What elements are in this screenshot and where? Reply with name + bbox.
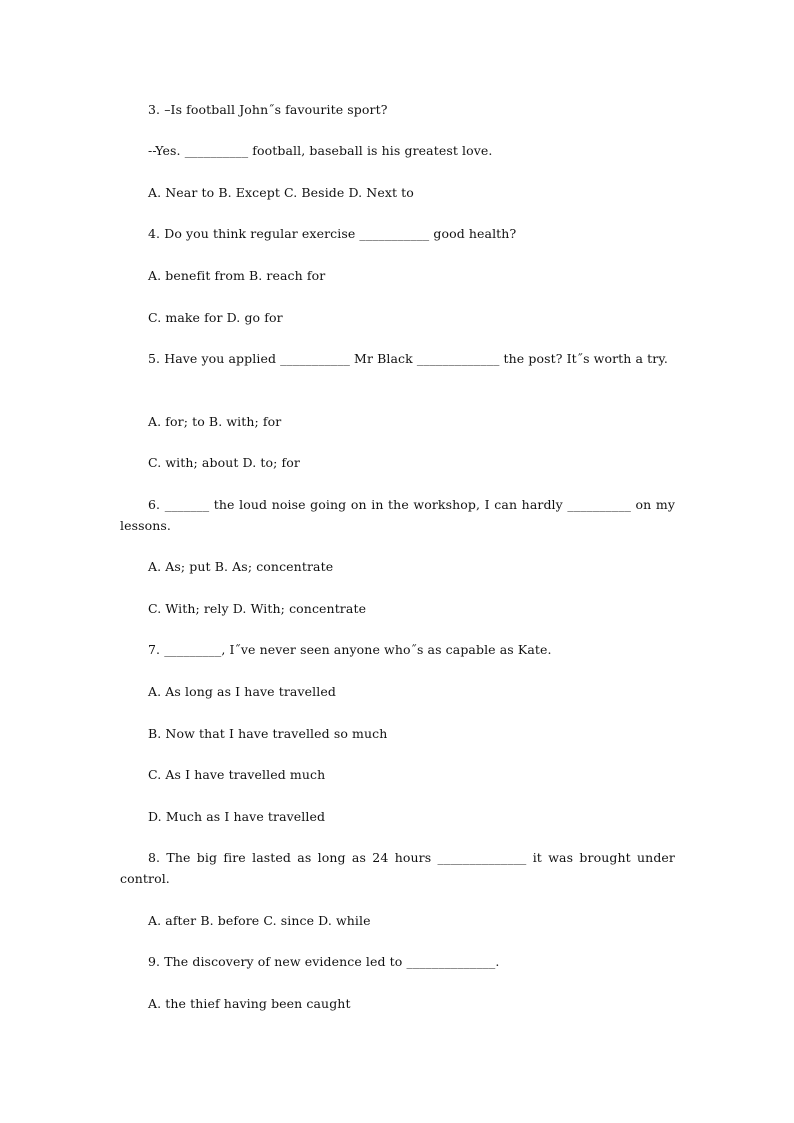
question-7-option-d: D. Much as I have travelled [148,809,326,824]
question-6-options-cd: C. With; rely D. With; concentrate [148,601,367,616]
question-7-stem: 7. _________, I˝ve never seen anyone who˝s as capable as Kate. [148,642,552,657]
question-7-option-b: B. Now that I have travelled so much [148,726,388,741]
question-7-option-a: A. As long as I have travelled [148,684,336,699]
question-8-stem: 8. The big fire lasted as long as 24 hours ______________ it was brought under control. [120,850,680,886]
question-6-options-ab: A. As; put B. As; concentrate [148,559,334,574]
question-5-options-ab: A. for; to B. with; for [148,414,282,429]
question-9-stem: 9. The discovery of new evidence led to ______________. [148,954,500,969]
question-8-options: A. after B. before C. since D. while [148,913,371,928]
question-7-option-c: C. As I have travelled much [148,767,326,782]
question-3-options: A. Near to B. Except C. Beside D. Next to [148,185,414,200]
question-5-stem: 5. Have you applied ___________ Mr Black _____________ the post? It˝s worth a try. [148,351,668,366]
question-9-option-a: A. the thief having been caught [148,996,351,1011]
question-4-options-cd: C. make for D. go for [148,310,283,325]
question-3-dialogue: --Yes. __________ football, baseball is his greatest love. [148,143,493,158]
question-6-stem: 6. _______ the loud noise going on in the workshop, I can hardly __________ on my lessons. [120,497,680,533]
question-3-stem: 3. –Is football John˝s favourite sport? [148,102,388,117]
question-5-options-cd: C. with; about D. to; for [148,455,300,470]
question-4-stem: 4. Do you think regular exercise ___________ good health? [148,226,517,241]
question-4-options-ab: A. benefit from B. reach for [148,268,326,283]
